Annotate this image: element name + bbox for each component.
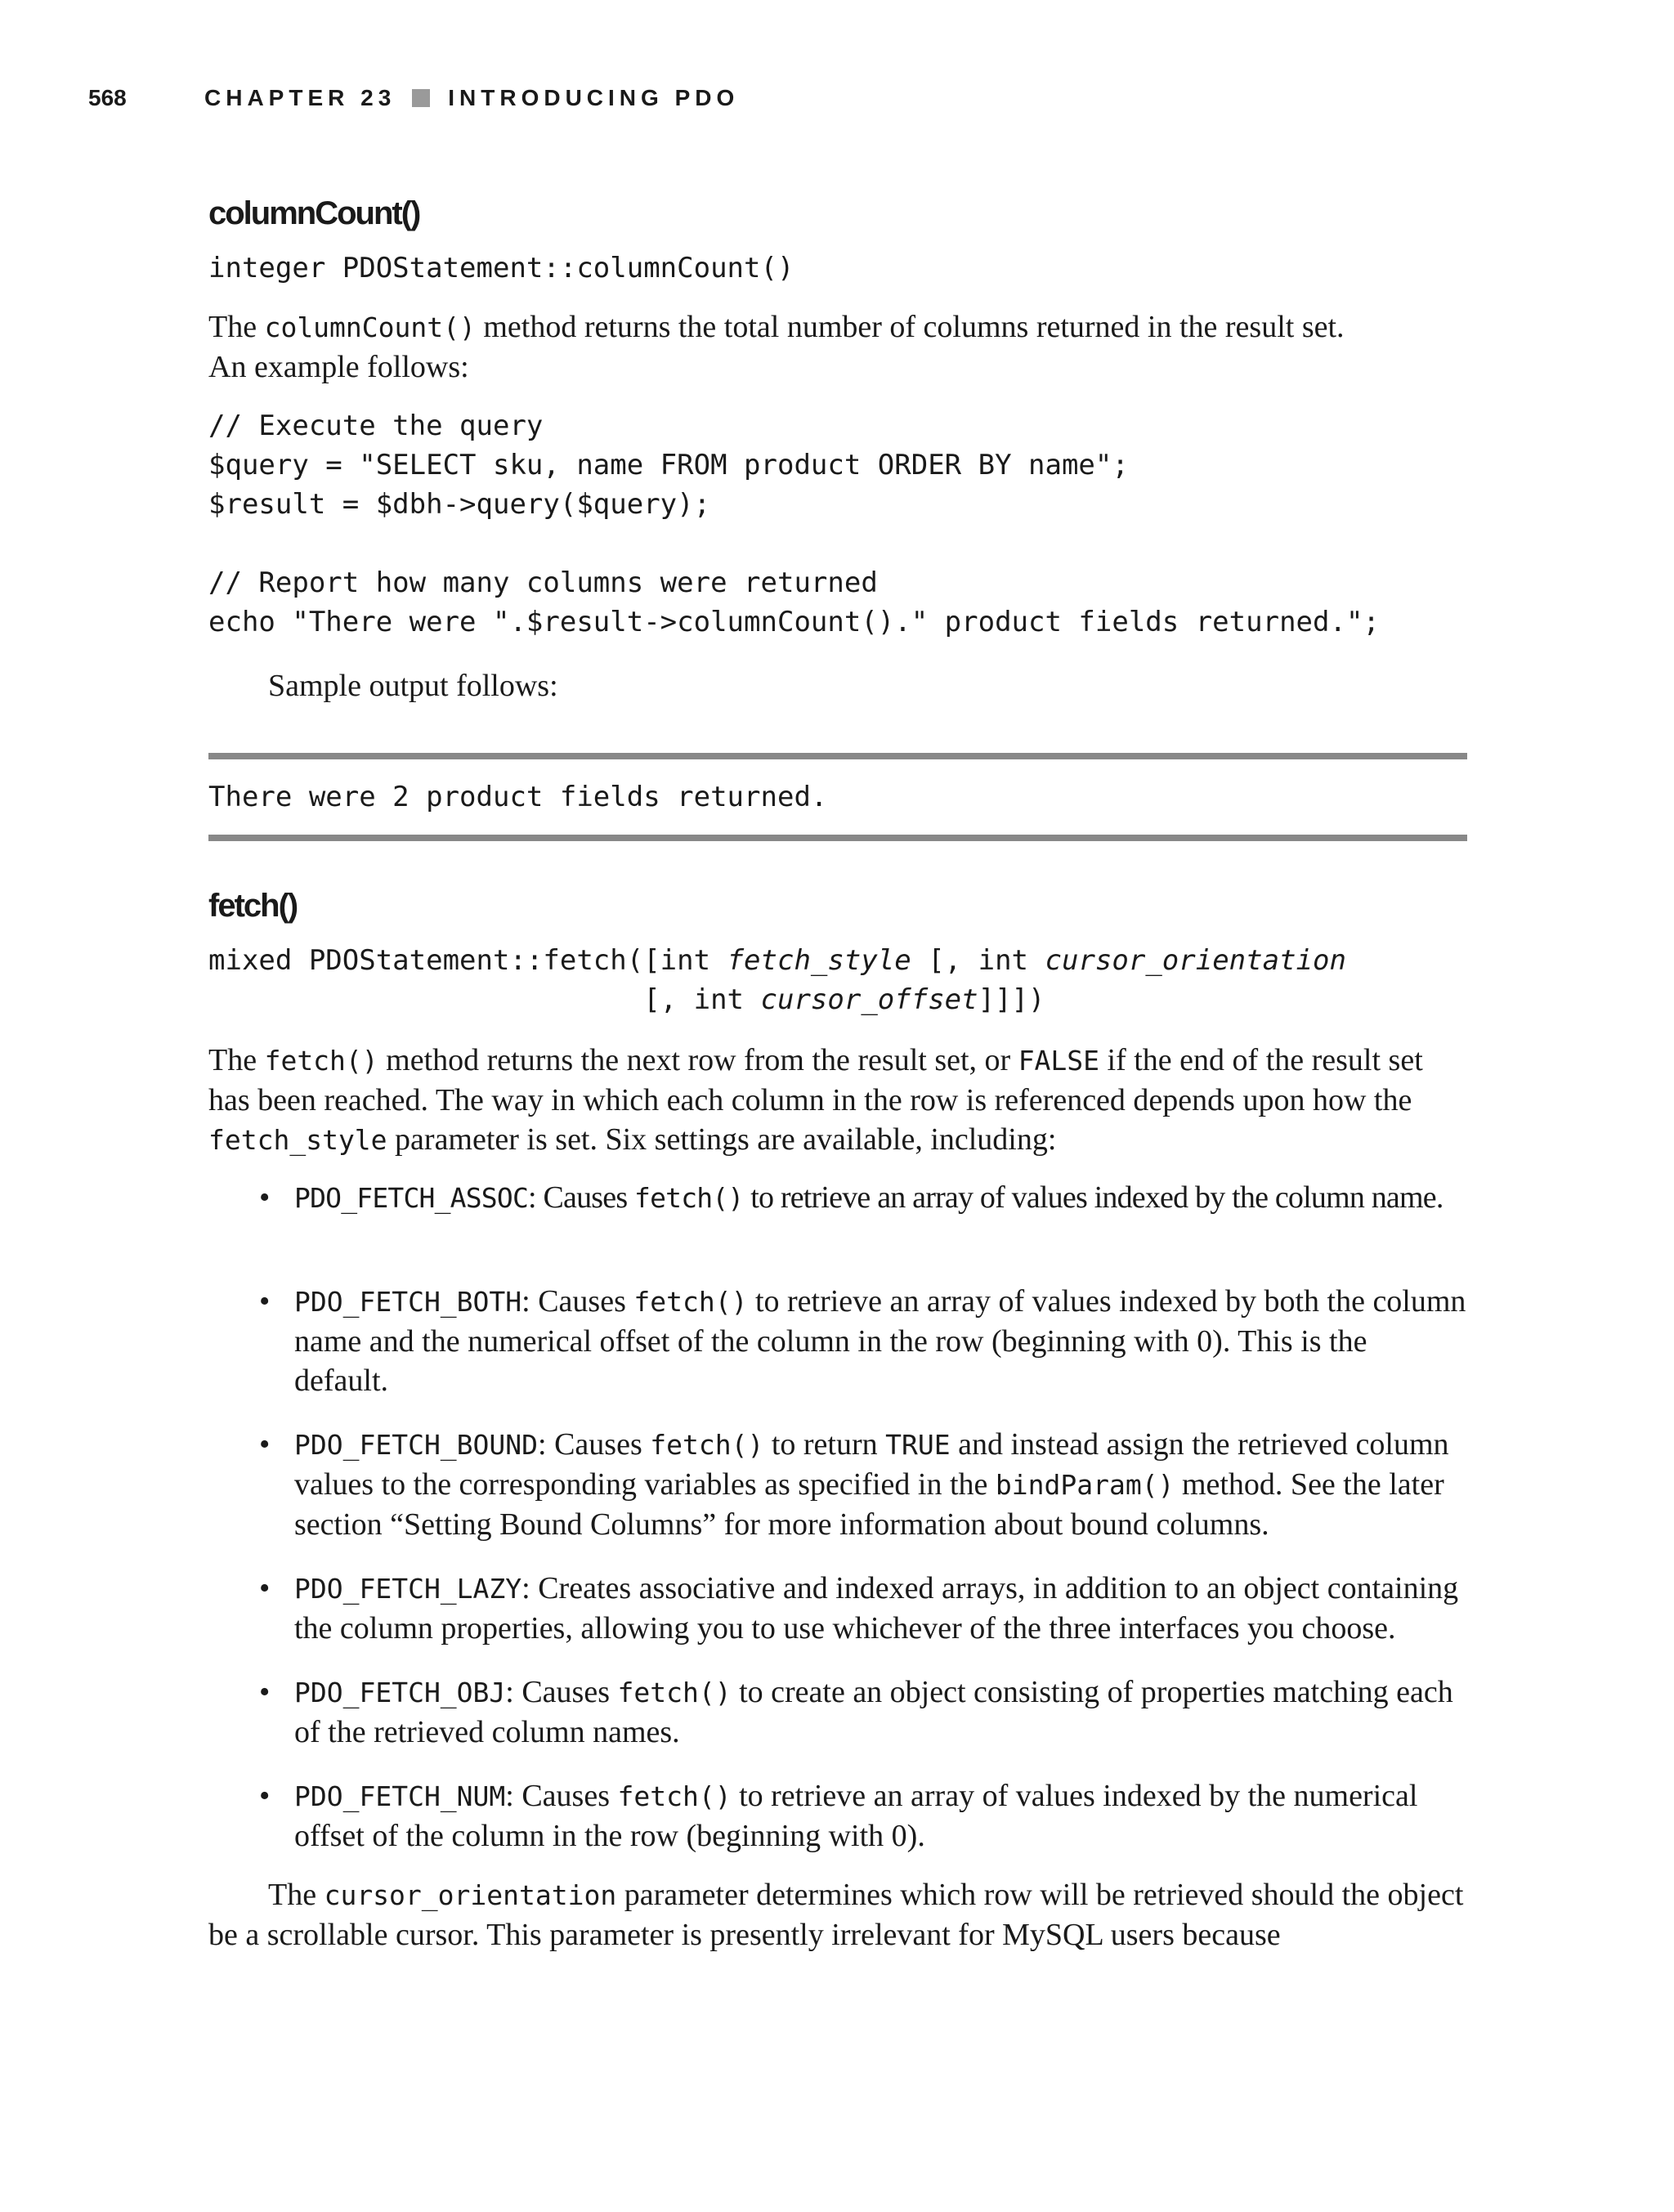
code-line: // Report how many columns were returned	[208, 566, 878, 599]
list-item-fetch-num: • PDO_FETCH_NUM: Causes fetch() to retrieve an array of values indexed by the numerical offset of the column in the row (beginning with 0).	[208, 1776, 1467, 1856]
sample-output-box	[208, 753, 1467, 841]
cursor-orientation-paragraph: The cursor_orientation parameter determines which row will be retrieved should the object be a scrollable cursor. This parameter is presently irrelevant for MySQL users because	[208, 1878, 1464, 1952]
list-item-fetch-lazy: • PDO_FETCH_LAZY: Creates associative and indexed arrays, in addition to an object containing the column properties, allowing you to use whichever of the three interfaces you choose.	[208, 1569, 1467, 1648]
fetch-signature: mixed PDOStatement::fetch([int fetch_style [, int cursor_orientation [, int cursor_offset]]])	[208, 944, 1346, 1016]
section-heading-fetch: fetch()	[208, 888, 298, 924]
list-item-fetch-bound: • PDO_FETCH_BOUND: Causes fetch() to return TRUE and instead assign the retrieved column values to the corresponding variables as specified in the bindParam() method. See the later section “Setting Bound Columns” for more information about bound columns.	[208, 1425, 1467, 1544]
page-number: 568	[88, 85, 127, 110]
section-heading-columncount: columnCount()	[208, 195, 420, 231]
code-line: $query = "SELECT sku, name FROM product ORDER BY name";	[208, 449, 1129, 481]
columncount-description: The columnCount() method returns the total number of columns returned in the result set. An example follows:	[208, 310, 1345, 384]
columncount-code-example	[208, 406, 1467, 642]
running-header	[88, 82, 739, 114]
code-line: // Execute the query	[208, 410, 544, 442]
header-square-icon	[412, 89, 430, 107]
fetch-style-list	[208, 1178, 1467, 1856]
bullet-icon: •	[259, 1675, 271, 1709]
list-item-fetch-assoc: • PDO_FETCH_ASSOC: Causes fetch() to retrieve an array of values indexed by the column name.	[208, 1178, 1467, 1218]
bullet-icon: •	[259, 1180, 270, 1215]
list-item-fetch-both: • PDO_FETCH_BOTH: Causes fetch() to retrieve an array of values indexed by both the column name and the numerical offset of the column in the row (beginning with 0). This is the default.	[208, 1282, 1467, 1400]
chapter-title: INTRODUCING PDO	[448, 85, 740, 110]
bullet-icon: •	[259, 1779, 271, 1813]
page-body	[208, 190, 1467, 1955]
chapter-label: CHAPTER 23	[204, 85, 396, 110]
bullet-icon: •	[259, 1571, 271, 1605]
sample-output-intro: Sample output follows:	[268, 669, 558, 703]
code-line: echo "There were ".$result->columnCount()." product fields returned.";	[208, 606, 1380, 638]
sample-output-text: There were 2 product fields returned.	[208, 781, 828, 813]
columncount-signature: integer PDOStatement::columnCount()	[208, 252, 794, 284]
code-line: $result = $dbh->query($query);	[208, 488, 711, 521]
bullet-icon: •	[259, 1427, 271, 1462]
list-item-fetch-obj: • PDO_FETCH_OBJ: Causes fetch() to create an object consisting of properties matching each of the retrieved column names.	[208, 1672, 1467, 1752]
fetch-description: The fetch() method returns the next row from the result set, or FALSE if the end of the result set has been reached. The way in which each column in the row is referenced depends upon how the fetch_style parameter is set. Six settings are available, including:	[208, 1043, 1423, 1157]
bullet-icon: •	[259, 1284, 271, 1319]
